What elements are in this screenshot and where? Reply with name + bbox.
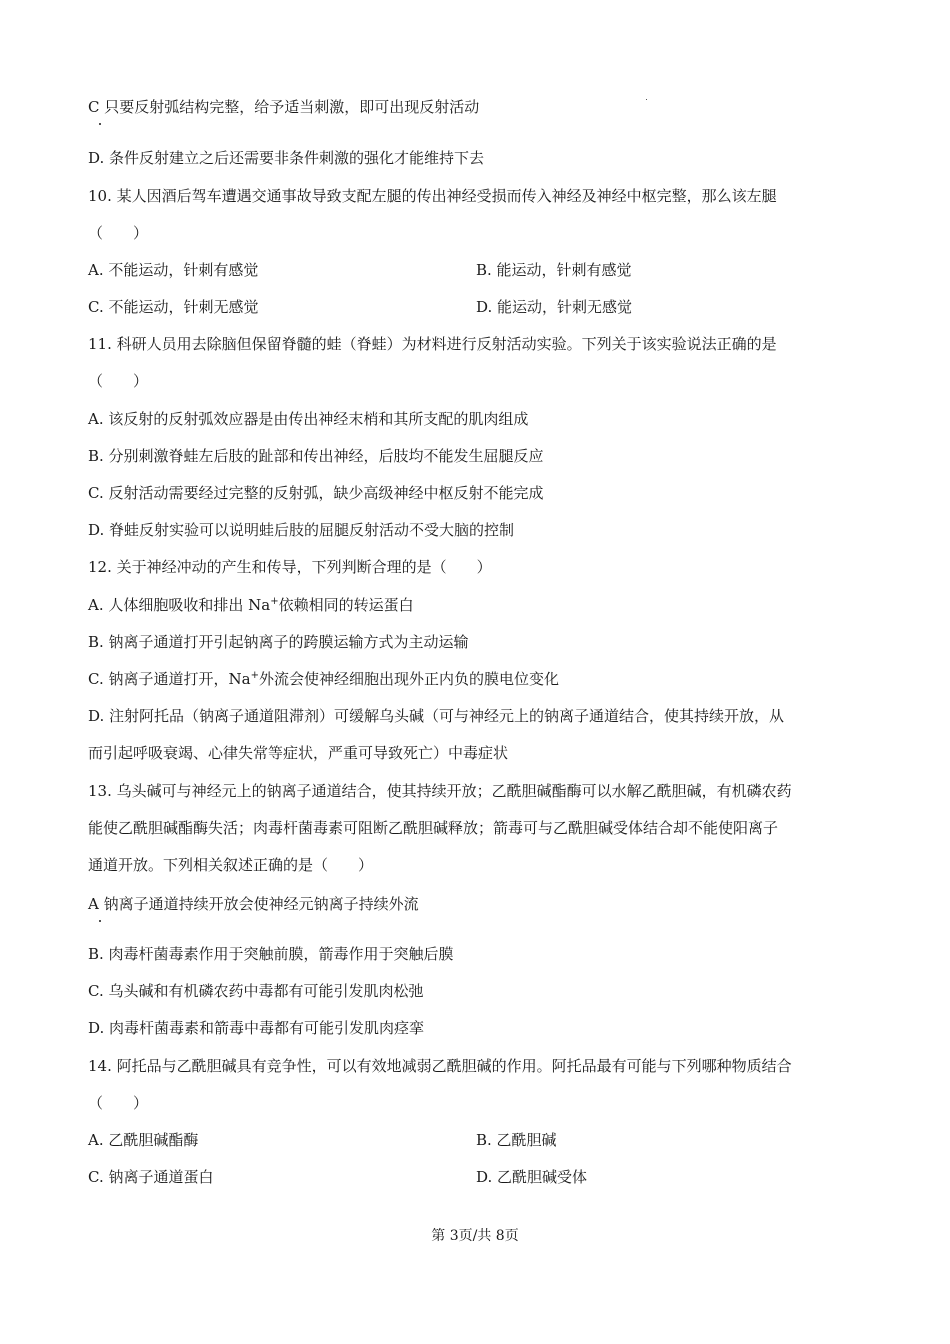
q13-option-a: A 钠离子通道持续开放会使神经元钠离子持续外流 — [88, 895, 419, 913]
q10-blank: （ ） — [88, 224, 149, 242]
q13-option-b: B. 肉毒杆菌毒素作用于突触前膜，箭毒作用于突触后膜 — [88, 945, 454, 963]
q13-option-c: C. 乌头碱和有机磷农药中毒都有可能引发肌肉松弛 — [88, 982, 424, 1000]
q9-option-c: C 只要反射弧结构完整，给予适当刺激，即可出现反射活动 — [88, 98, 480, 116]
q9-option-d: D. 条件反射建立之后还需要非条件刺激的强化才能维持下去 — [88, 149, 485, 167]
q12-option-a-text-end: 依赖相同的转运蛋白 — [278, 596, 414, 614]
q12-stem: 12. 关于神经冲动的产生和传导，下列判断合理的是（ ） — [88, 558, 492, 576]
scan-speck — [646, 99, 647, 100]
q11-option-a: A. 该反射的反射弧效应器是由传出神经末梢和其所支配的肌肉组成 — [88, 410, 529, 428]
option-marker-dot — [99, 123, 101, 125]
q12-option-c-text: C. 钠离子通道打开，Na — [88, 670, 251, 688]
q13-stem-line3: 通道开放。下列相关叙述正确的是（ ） — [88, 856, 374, 874]
q10-option-d: D. 能运动，针刺无感觉 — [476, 298, 633, 316]
q11-stem: 11. 科研人员用去除脑但保留脊髓的蛙（脊蛙）为材料进行反射活动实验。下列关于该实验说法正确的是 — [88, 335, 777, 353]
option-marker-dot — [99, 920, 101, 922]
q12-option-c — [88, 669, 559, 689]
q10-option-b: B. 能运动，针刺有感觉 — [476, 261, 632, 279]
q14-option-b: B. 乙酰胆碱 — [476, 1131, 557, 1149]
q13-stem-line1: 13. 乌头碱可与神经元上的钠离子通道结合，使其持续开放；乙酰胆碱酯酶可以水解乙酰胆碱，有机磷农药 — [88, 782, 792, 800]
sodium-charge: + — [250, 670, 259, 681]
q13-stem-line2: 能使乙酰胆碱酯酶失活；肉毒杆菌毒素可阻断乙酰胆碱释放；箭毒可与乙酰胆碱受体结合却不能使阳离子 — [88, 819, 779, 837]
q10-stem: 10. 某人因酒后驾车遭遇交通事故导致支配左腿的传出神经受损而传入神经及神经中枢完整，那么该左腿 — [88, 187, 777, 205]
q12-option-a-text: A. 人体细胞吸收和排出 Na — [88, 596, 271, 614]
sodium-charge: + — [270, 596, 279, 607]
q12-option-a — [88, 595, 414, 615]
q14-option-d: D. 乙酰胆碱受体 — [476, 1168, 588, 1186]
q11-blank: （ ） — [88, 372, 149, 390]
q14-option-a: A. 乙酰胆碱酯酶 — [88, 1131, 199, 1149]
q11-option-d: D. 脊蛙反射实验可以说明蛙后肢的屈腿反射活动不受大脑的控制 — [88, 521, 515, 539]
q12-option-d-line1: D. 注射阿托品（钠离子通道阻滞剂）可缓解乌头碱（可与神经元上的钠离子通道结合，使其持续开放，从 — [88, 707, 785, 725]
q10-option-a: A. 不能运动，针刺有感觉 — [88, 261, 259, 279]
q11-option-c: C. 反射活动需要经过完整的反射弧，缺少高级神经中枢反射不能完成 — [88, 484, 544, 502]
q11-option-b: B. 分别刺激脊蛙左后肢的趾部和传出神经，后肢均不能发生屈腿反应 — [88, 447, 544, 465]
q14-stem: 14. 阿托品与乙酰胆碱具有竞争性，可以有效地减弱乙酰胆碱的作用。阿托品最有可能与下列哪种物质结合 — [88, 1057, 792, 1075]
q14-option-c: C. 钠离子通道蛋白 — [88, 1168, 214, 1186]
q10-option-c: C. 不能运动，针刺无感觉 — [88, 298, 259, 316]
page-number: 第 3页/共 8页 — [431, 1228, 519, 1244]
q12-option-b: B. 钠离子通道打开引起钠离子的跨膜运输方式为主动运输 — [88, 633, 469, 651]
q12-option-d-line2: 而引起呼吸衰竭、心律失常等症状，严重可导致死亡）中毒症状 — [88, 744, 509, 762]
q14-blank: （ ） — [88, 1094, 149, 1112]
q13-option-d: D. 肉毒杆菌毒素和箭毒中毒都有可能引发肌肉痉挛 — [88, 1019, 425, 1037]
q12-option-c-text-end: 外流会使神经细胞出现外正内负的膜电位变化 — [258, 670, 559, 688]
